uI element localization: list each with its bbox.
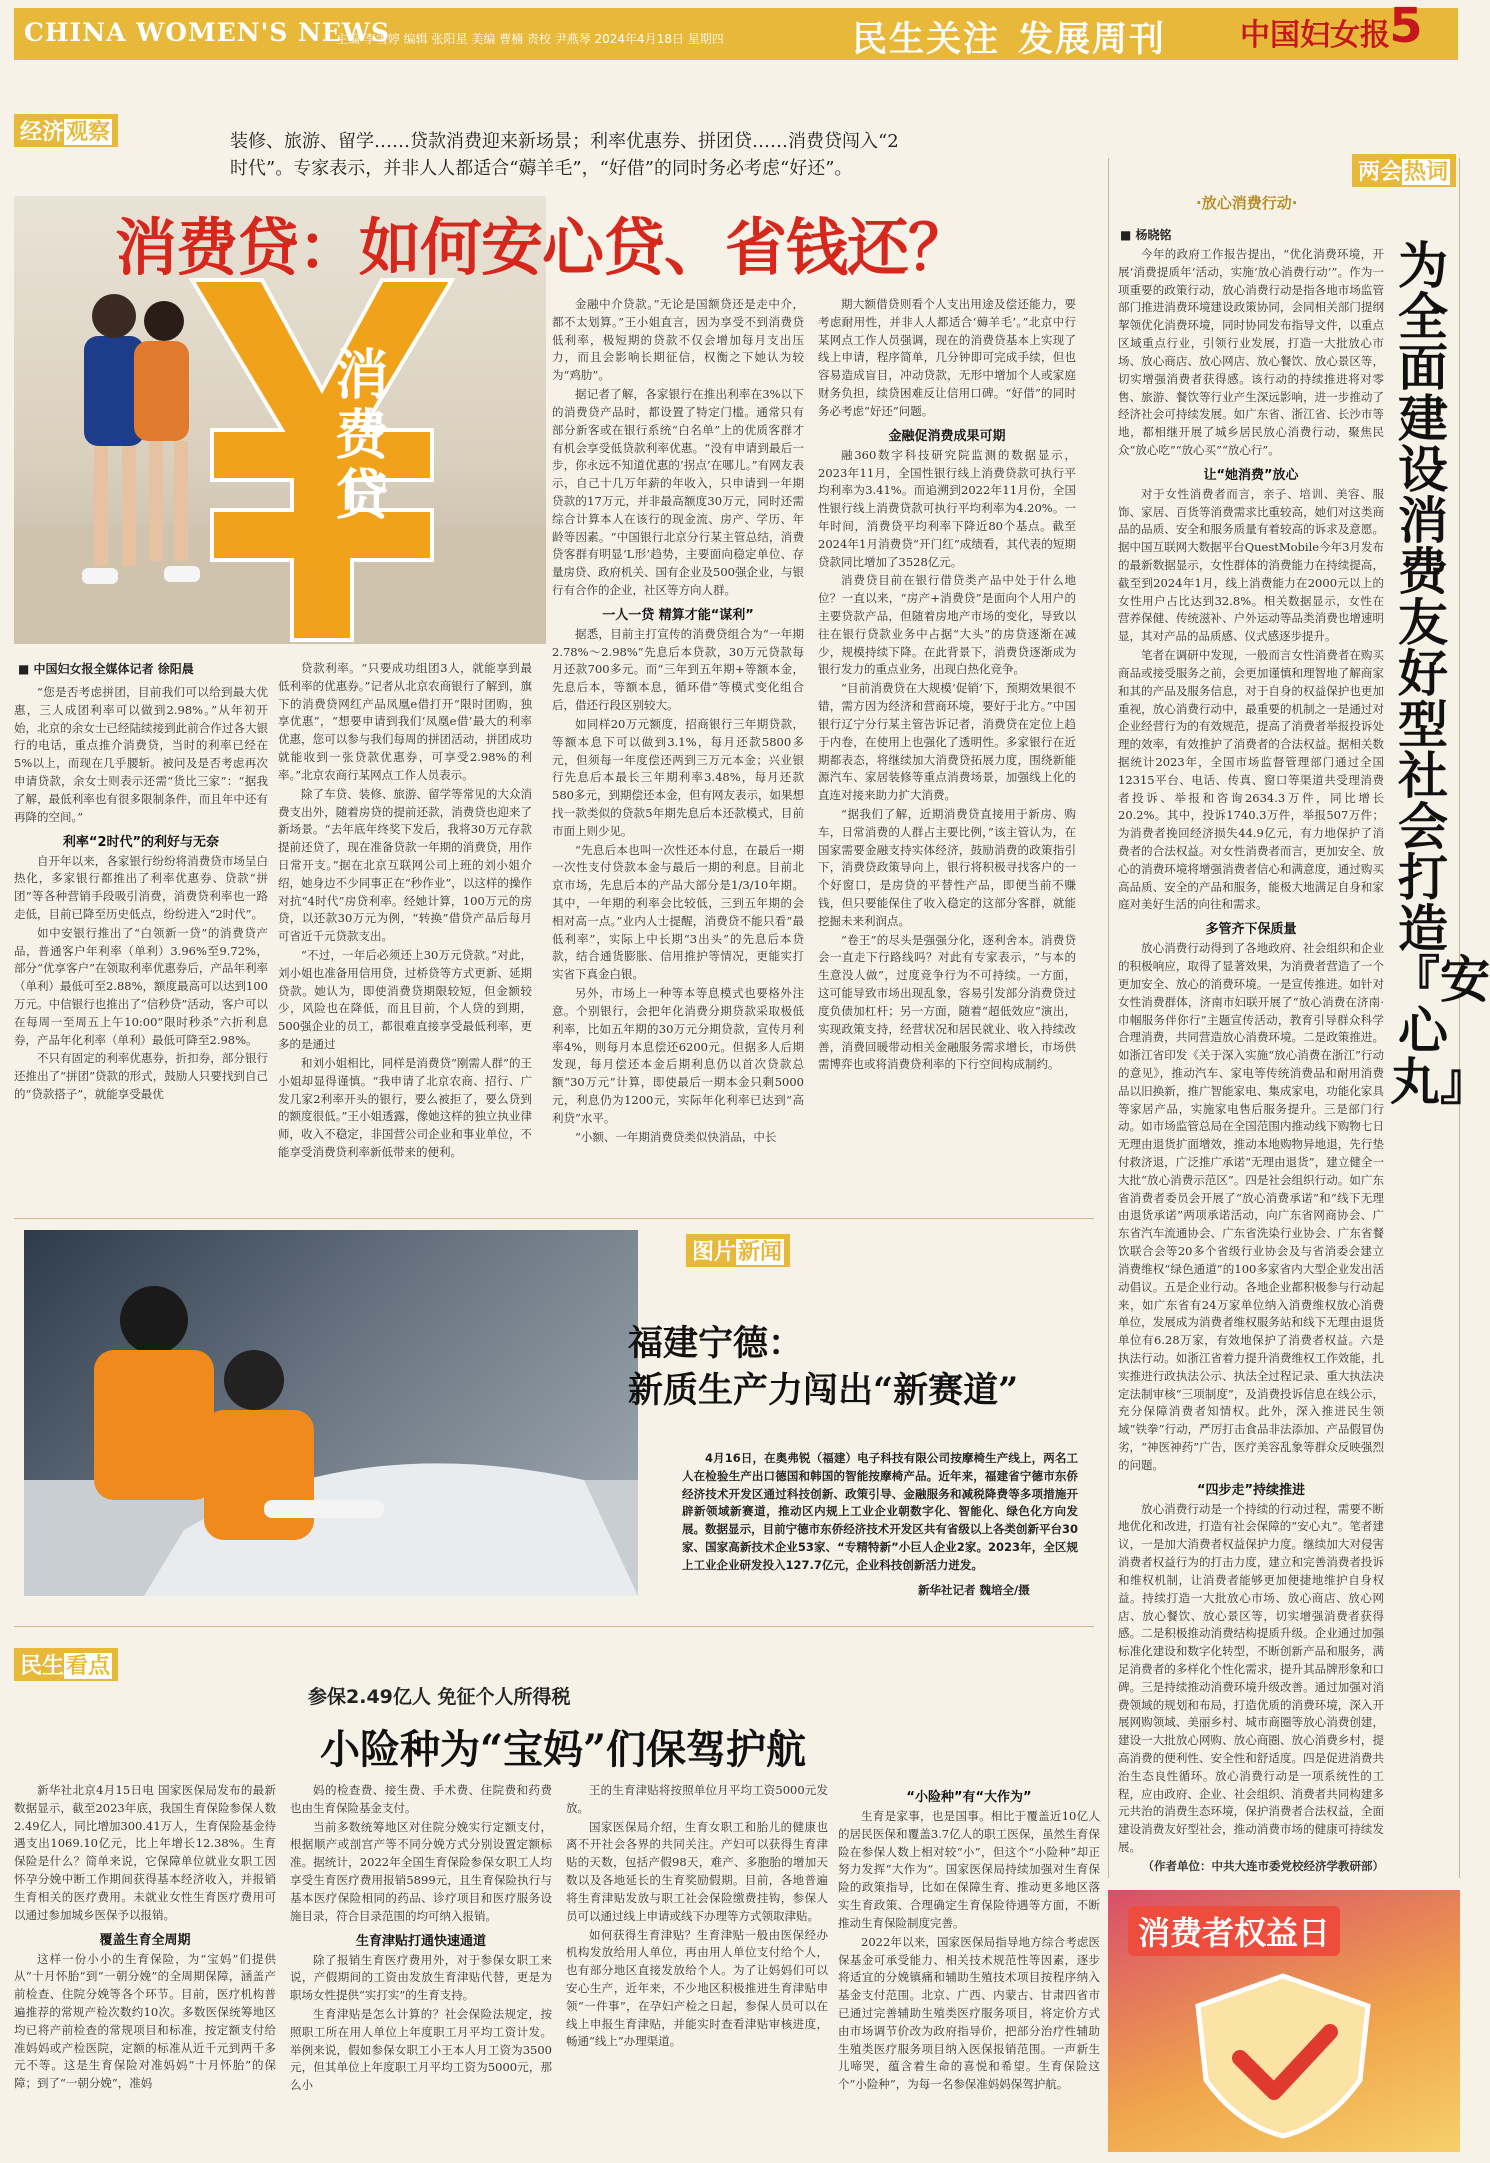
photo-caption: 4月16日，在奥弗锐（福建）电子科技有限公司按摩椅生产线上，两名工人在检验生产出口德国和韩国的智能按摩椅产品。近年来，福建省宁德市东侨经济技术开发区通过科技创新、政策引导、金融服务和减税降费等多项措施开辟新领域新赛道，推动区内规上工业企业朝数字化、智能化、绿色化方向发展。数据显示，目前宁德市东侨经济技术开发区共有省级以上各类创新平台30家、国家高新技术企业53家、“专精特新”小巨人企业2家。2023年，全区规上工业企业研发投入127.7亿元，企业科技创新活力迸发。 (682, 1451, 1078, 1572)
livelihood-column-3 (566, 1782, 828, 2158)
subheading: 利率“2时代”的利好与无奈 (62, 834, 220, 850)
paragraph: 除了报销生育医疗费用外，对于参保女职工来说，产假期间的工资由发放生育津贴代替，更是为职场女性提供“实打实”的生育支持。 (290, 1952, 552, 2003)
tag-sub: 观察 (66, 119, 111, 145)
right-vertical-title: 为全面建设消费友好型社会打造『安心丸』 (1390, 236, 1490, 1111)
tag-main: 图片 (692, 1239, 737, 1265)
photo-label: 消费贷 (326, 346, 390, 526)
econ-column-2 (278, 660, 532, 1214)
paragraph: 妈的检查费、接生费、手术费、住院费和药费也由生育保险基金支付。 (290, 1783, 552, 1815)
photo-news-tag (686, 1234, 790, 1267)
paragraph: 自开年以来，各家银行纷纷将消费贷市场呈白热化，多家银行都推出了利率优惠券、贷款“拼团”等各种营销手段吸引消费，消费贷利率也一路走低，目前已降至历史低点，纷纷进入“2时代”。 (14, 853, 268, 921)
paragraph: 生育是家事，也是国事。相比于覆盖近10亿人的居民医保和覆盖3.7亿人的职工医保，虽然生育保险在参保人数上相对较“小”，但这个“小险种”却正努力发挥“大作为”。国家医保局持续加强对生育保险的政策指导，比如在保障生育、推动更多地区落实生育政策、合理确定生育保险待遇等方面，不断推动生育保险制度完善。 (838, 1809, 1100, 1930)
paragraph: 融360数字科技研究院监测的数据显示，2023年11月，全国性银行线上消费贷款可执行平均利率为3.41%。而追溯到2022年11月份，全国性银行线上消费贷款可执行平均利率为4.20%。一年时间，消费贷平均利率下降近80个基点。截至2024年1月消费贷“开门红”成绩看，其代表的短期贷款同比增加了3528亿元。 (818, 447, 1076, 569)
paragraph: 这样一份小小的生育保险，为“宝妈”们提供从“十月怀胎”到“一朝分娩”的全周期保障，涵盖产前检查、住院分娩等各个环节。目前，医疗机构普遍推荐的常规产检次数约10次。多数医保统筹地区均已将产前检查的常规项目和标准，按定额支付给准妈妈或产检医院，定额的标准从近千元到两千多元不等。这是生育保险对准妈妈“十月怀胎”的保障；到了“一朝分娩”，准妈 (14, 1951, 276, 2091)
ad-title: 消费者权益日 (1128, 1906, 1340, 1956)
econ-column-4 (818, 296, 1076, 1216)
tag-main: 两会 (1358, 159, 1403, 185)
right-kicker: ·放心消费行动· (1196, 194, 1298, 212)
headline-line: 新质生产力闯出“新赛道” (628, 1370, 1019, 1412)
paragraph: 据记者了解，各家银行在推出利率在3%以下的消费贷产品时，都设置了特定门槛。通常只有部分新客或在银行系统“白名单”上的优质客群才有机会享受低贷款利率优惠。“没有申请到最后一步，你永远不知道优惠的‘拐点’在哪儿。”有网友表示，自己十几万年薪的年收入，只申请到一年期贷款的17万元，并非最高额度30万元，同时还需综合计算本人在该行的现金流、房产、学历、年龄等因素。“中国银行北京分行某主管总结，消费贷客群有明显‘L形’趋势，主要面向稳定单位、存量房贷、政府机关、国有企业及500强企业，与银行有合作的企业，社区等方向人群。 (552, 387, 804, 597)
tag-sub: 看点 (66, 1653, 111, 1679)
livelihood-column-1 (14, 1782, 276, 2158)
two-sessions-tag (1352, 154, 1456, 187)
subheading: 一人一贷 精算才能“谋利” (602, 607, 754, 623)
paragraph: “您是否考虑拼团，目前我们可以给到最大优惠，三人成团利率可以做到2.98%。”从年初开始，北京的余女士已经陆续接到此前合作过各大银行的电话，重点推介消费贷，当时的利率已经在5%以上，而现在几乎腰斩。被问及是否考虑再次申请贷款，余女士则表示还需“货比三家”：“据我了解，最低利率也有很多限制条件，而且年中还有再降的空间。” (14, 685, 268, 824)
econ-column-3 (552, 296, 804, 1216)
paragraph: “据我们了解，近期消费贷直接用于新房、购车，日常消费的人群占主要比例，”该主管认为，在国家需要金融支持实体经济，鼓励消费的政策指引下，消费贷政策导向上，银行将积极寻找客户的一个好窗口，是房贷的平替性产品，即便当前不赚钱，但只要能保住了收入稳定的这部分客群，就能挖掘未来利润点。 (818, 806, 1076, 928)
paragraph: “小额、一年期消费贷类似快消品，中长 (575, 1129, 777, 1144)
consumer-rights-day-graphic (1108, 1890, 1460, 2152)
paragraph: 对于女性消费者而言，亲子、培训、美容、服饰、家居、百货等消费需求比重较高，她们对这类商品的品质、安全和服务质量有着较高的诉求及意愿。据中国互联网大数据平台QuestMobile今年3月发布的最新数据显示，女性群体的消费能力在持续提高，截至到2024年1月，线上消费能力在2000元以上的女性用户占比达到32.8%。相关数据显示，女性在营养保健、传统滋补、户外运动等品类消费也增速明显，其对产品的品质感、仪式感逐步提升。 (1118, 486, 1384, 644)
author-note: （作者单位：中共大连市委党校经济学教研部） (1142, 1858, 1384, 1873)
subheading: 多管齐下保质量 (1205, 922, 1297, 938)
tag-sub: 热词 (1404, 159, 1449, 185)
photo-news-headline (628, 1320, 1018, 1415)
paragraph: “先息后本也叫一次性还本付息，在最后一期一次性支付贷款本金与最后一期的利息。目前北京市场，先息后本的产品大部分是1/3/10年期。其中，一年期的利率会比较低，三到五年期的会相对高一点。”业内人士提醒，消费贷不能只看“最低利率”，实际上中长期“3出头”的先息后本贷款，结合通货膨胀、信用推护等情况，更能实打实省下真金白银。 (552, 842, 804, 982)
paragraph: “目前消费贷在大规模‘促销’下，预期效果很不错，需方因为经济和营商环境，要好于北方。”中国银行辽宁分行某主管告诉记者，消费贷在定位上趋于内卷，在使用上也强化了透明性。多家银行在近期都表态，将继续加大消费贷拓展力度，围绕新能源汽车、家居装修等重点消费场景，加强线上化的直连对接来助力扩大消费。 (818, 681, 1076, 803)
paragraph: 放心消费行动得到了各地政府、社会组织和企业的积极响应，取得了显著效果，为消费者营造了一个更加安全、放心的消费环境。一是宣传推进。如针对女性消费群体，济南市妇联开展了“放心消费在济南·巾帼服务伴你行”主题宣传活动，教育引导群众科学合理消费，共同营造放心消费环境。二是政策推进。如浙江省印发《关于深入实施“放心消费在浙江”行动的意见》，推动汽车、家电等传统消费品和耐用消费品以旧换新，推广智能家电、集成家电，功能化家具等家居产品，实施家电售后服务提升。三是部门行动。如市场监管总局在全国范围内推动线下购物七日无理由退货扩面增效，推动本地购物异地退，先行垫付救济退，广泛推广承诺“无理由退货”，建立健全一大批“放心消费示范区”。四是社会组织行动。如广东省消费者委员会开展了“放心消费承诺”和“线下无理由退货承诺”两项承诺活动，向广东省网商协会、广东省汽车流通协会、广东省洗染行业协会、广东省餐饮联合会等20多个省级行业协会及与省消委会建立消费维权“绿色通道”的100多家省内大型企业发出活动倡议。五是企业行动。各地企业都积极参与行动起来，如广东省有24万家单位纳入消费维权放心消费单位，发展成为消费者维权服务站和线下无理由退货单位有6.28万家，有效地保护了消费者权益。六是执法行动。如浙江省着力提升消费维权工作效能，扎实推进行政执法公示、执法全过程记录、重大执法决定法制审核“三项制度”，及消费投诉信息在线公示，充分保障消费者知情权。此外，深入推进民生领域“铁拳”行动，严厉打击食品非法添加、产品假冒伪劣，“神医神药”广告，医疗美容乱象等群众反映强烈的问题。 (1118, 941, 1384, 1472)
subheading: 金融促消费成果可期 (888, 428, 1006, 444)
paragraph: 金融中介贷款。”无论是国额贷还是走中介，都不太划算。”王小姐直言，因为享受不到消费贷低利率，极短期的贷款不仅会增加每月支出压力，而且会影响长期征信，权衡之下她认为较为“鸡肋”。 (552, 297, 804, 383)
divider (14, 1218, 1094, 1219)
paragraph: “卷王”的尽头是强强分化，逐利舍本。消费贷会一直走下行路线吗？对此有专家表示，“与本的生意没人做”，过度竞争行为不可持续。一方面，这可能导致市场出现乱象，容易引发部分消费贷过度负债加杠杆；另一方面，随着“超低效应”演出，实现政策支持，经营状况和居民就业、收入持续改善，消费回暖带动相关金融服务需求增长，市场供需博弈也或将消费贷利率的下行空间构成制约。 (818, 932, 1076, 1072)
livelihood-tag (14, 1648, 118, 1681)
paragraph: 如何获得生育津贴？生育津贴一般由医保经办机构发放给用人单位，再由用人单位支付给个人，也有部分地区直接发放给个人。为了让妈妈们可以安心生产，近年来，不少地区积极推进生育津贴申领“一件事”，在孕妇产检之日起，参保人员可以在线上申报生育津贴，并能实时查看津贴审核进度，畅通“线上”办理渠道。 (566, 1927, 828, 2049)
paragraph: 当前多数统筹地区对住院分娩实行定额支付，根据顺产或剖宫产等不同分娩方式分别设置定额标准。据统计，2022年全国生育保险参保女职工人均享受生育医疗费用报销5899元，且生育保险执行与基本医疗保险相同的药品、诊疗项目和医疗服务设施目录，符合目录范围的均可纳入报销。 (290, 1819, 552, 1923)
paragraph: “不过，一年后必须还上30万元贷款。”对此，刘小姐也准备用信用贷，过桥贷等方式更新、延期贷款。她认为，即使消费贷期限较短，但金额较少，风险也在降低，而且目前，个人贷的到期，500强企业的员工，都很难直接享受最低利率，更多的是通过 (278, 948, 532, 1052)
paragraph: 今年的政府工作报告提出，“优化消费环境，开展‘消费提质年’活动，实施‘放心消费行动’”。作为一项重要的政策行动，放心消费行动是指各地市场监管部门推进消费环境建设政策协同，会同相关部门提纲挈领优化消费环境，同时协同发布指导文件，以重点区域重点行业，引领行业发展，打造一大批放心市场、放心商店、放心网店、放心餐饮、放心景区等，切实增强消费者获得感。该行动的持续推进将对零售、旅游、餐饮等行业产生深远影响，进一步推动了经济社会可持续发展。如广东省、浙江省、长沙市等地，都相继开展了城乡居民放心消费行动，聚焦民众“放心吃”“放心买”“放心行”。 (1118, 247, 1384, 457)
photo-credit: 新华社记者 魏培全/摄 (918, 1583, 1030, 1597)
econ-byline: ■ 中国妇女报全媒体记者 徐阳晨 (18, 662, 194, 676)
paragraph: 2022年以来，国家医保局指导地方综合考虑医保基金可承受能力、相关技术规范性等因素，逐步将适宜的分娩镇痛和辅助生殖技术项目按程序纳入基金支付范围。北京、广西、内蒙古、甘肃四省市已通过完善辅助生殖类医疗服务项目，将定价方式由市场调节价改为政府指导价，把部分治疗性辅助生殖类医疗服务项目纳入医保报销范围。一声新生儿啼哭，蕴含着生命的喜悦和希望。生育保险这个“小险种”，为每一名参保准妈妈保驾护航。 (838, 1934, 1100, 2092)
tag-main: 民生 (20, 1653, 65, 1679)
econ-column-1 (14, 684, 268, 1214)
lead-text: 装修、旅游、留学……贷款消费迎来新场景；利率优惠券、拼团贷……消费贷闯入“2时代”。专家表示，并非人人都适合“薅羊毛”，“好借”的同时务必考虑“好还”。 (230, 131, 899, 179)
shield-check-icon (1178, 1970, 1388, 2140)
subheading: “四步走”持续推进 (1196, 1482, 1306, 1498)
livelihood-kicker: 参保2.49亿人 免征个人所得税 (308, 1686, 571, 1708)
paragraph: 国家医保局介绍，生育女职工和胎儿的健康也离不开社会各界的共同关注。产妇可以获得生育津贴的天数，包括产假98天，难产、多胞胎的增加天数以及各地延长的生育奖励假期。目前，各地普遍将生育津贴发放与职工社会保险缴费挂钩，参保人员可以通过线上申请或线下办理等方式领取津贴。 (566, 1819, 828, 1923)
paragraph: 新华社北京4月15日电 国家医保局发布的最新数据显示，截至2023年底，我国生育保险参保人数2.49亿人，同比增加300.41万人，生育保险基金待遇支出1069.10亿元，比上年增长12.38%。生育保险是什么？简单来说，它保障单位就业女职工因怀孕分娩中断工作期间获得基本经济收入，并报销生育相关的医疗费用。未就业女性生育医疗费用可以通过参加城乡医保予以报销。 (14, 1783, 276, 1922)
main-headline: 消费贷：如何安心贷、省钱还？ (115, 211, 970, 284)
paragraph: 据悉，目前主打宣传的消费贷组合为“一年期2.78%～2.98%”先息后本贷款，30万元贷款每月还款700多元。而“三年到五年期+等额本金，先息后本，等额本息，循环借”等模式变化组合后，借还行段区别较大。 (552, 626, 804, 713)
paragraph: 如中安银行推出了“白领新一贷”的消费贷产品，普通客户年利率（单利）3.96%至9.72%，部分“优享客户”在领取利率优惠券后，产品年利率（单利）最低可至2.88%，额度最高可以达到100万元。中信银行也推出了“信秒贷”活动，客户可以在每周一至周五上午10:00“限时秒杀”六折利息券，产品年化利率（单利）最低可降至2.98%。 (14, 925, 268, 1047)
econ-section-tag (14, 114, 118, 147)
paragraph: 期大额借贷则看个人支出用途及偿还能力，要考虑耐用性，并非人人都适合‘薅羊毛’。”北京中行某网点工作人员强调，现在的消费贷基本上实现了线上申请，程序简单，几分钟即可完成手续，但也容易造成盲目，冲动贷款，无形中增加个人或家庭财务负担，续贷困难反让信用口碑。“好借”的同时务必考虑“好还”问题。 (818, 297, 1076, 418)
paragraph: 王的生育津贴将按照单位月平均工资5000元发放。 (566, 1783, 828, 1815)
paragraph: 消费贷目前在银行借贷类产品中处于什么地位？一直以来，“房产+消费贷”是面向个人用户的主要贷款产品，但随着房地产市场的变化，导致以往在银行贷款业务中占据“大头”的房贷逐渐在减少，规模持续下降。在此背景下，消费贷逐渐成为银行发力的重点业务，出现白热化竞争。 (818, 573, 1076, 677)
headline-line: 福建宁德： (628, 1323, 804, 1364)
tag-sub: 新闻 (738, 1239, 783, 1265)
right-column-text (1118, 246, 1384, 1873)
paragraph: 如同样20万元额度，招商银行三年期贷款，等额本息下可以做到3.1%，每月还款5800多元，但须每一年度偿还两到三万元本金；兴业银行先息后本最长三年期利率3.48%，每月还款580多元，到期偿还本金，但有网友表示，如果想找一款类似的贷款5年期先息后本还款模式，目前市面上则少见。 (552, 716, 804, 838)
newspaper-logo: 中国妇女报 (1240, 18, 1390, 53)
section-livelihood: 民生关注 (852, 19, 1001, 60)
subheading: 覆盖生育全周期 (99, 1932, 191, 1948)
section-development-weekly: 发展周刊 (1018, 19, 1167, 60)
paragraph: 和刘小姐相比，同样是消费贷“刚需人群”的王小姐却显得谨慎。“我申请了北京农商、招行、广发几家2利率开头的银行，要么被拒了，要么贷到的额度很低。”王小姐透露，像她这样的独立执业律师，收入不稳定，非国营公司企业和事业单位，不能享受消费贷利率新低带来的便利。 (278, 1055, 532, 1159)
paragraph: 笔者在调研中发现，一般而言女性消费者在购买商品或接受服务之前，会更加谨慎和理智地了解商家和其的产品及服务信息，对于自身的权益保护也更加重视，放心消费行动中，最重要的机制之一是通过对企业经营行为的有效规范，提高了消费者举报投诉处理的效率，有效推护了消费者的合法权益。据相关数据统计2023年，全国市场监督管理部门通过全国12315平台、电话、传真、窗口等渠道共受理消费者投诉、举报和咨询2634.3万件，同比增长20.2%。其中，投诉1740.3万件，举报507万件；为消费者挽回经济损失44.9亿元，有力地保护了消费者的合法权益。对女性消费者而言，更加安全、放心的消费环境将增强消费者信心和满意度，通过购买高品质、安全的产品和服务，能极大地满足自身和家庭对美好生活的向往和需求。 (1118, 648, 1384, 912)
tag-main: 经济 (20, 119, 65, 145)
subheading: “小险种”有“大作为” (906, 1790, 1032, 1805)
masthead-meta: 主编 李雪婷 编辑 张阳星 美编 曹楠 责校 尹燕琴 2024年4月18日 星期四 (336, 32, 724, 46)
divider (14, 1626, 1094, 1627)
paragraph: 另外，市场上一种等本等息模式也要格外注意。个别银行，会把年化消费分期贷款采取极低利率，比如五年期的30万元分期贷款，宣传月利率4%，则每月本息偿还6200元。但据多人后期发现，每月偿还本金后期利息仍以首次贷款总额“30万元”计算，即使最后一期本金只剩5000元，利息仍为1200元，实际年化利率已达到“高利贷”水平。 (552, 986, 804, 1125)
paragraph: 放心消费行动是一个持续的行动过程，需要不断地优化和改进，打造有社会保障的“安心丸”。笔者建议，一是加大消费者权益保护力度。继续加大对侵害消费者权益行为的打击力度，建立和完善消费者投诉和维权机制，让消费者能够更加便捷地维护自身权益。持续打造一大批放心市场、放心商店、放心网店、放心餐饮、放心景区等，切实增强消费者获得感。二是积极推动消费结构提质升级。企业通过加强标准化建设和数字化转型，不断创新产品和服务，满足消费者的多样化个性化需求，提升其品牌形象和口碑。三是持续推动消费环境升级改善。通过加强对消费领域的规划和布局，打造优质的消费环境，深入开展网购领域、美丽乡村、城市商圈等放心消费创建，建设一大批放心网购、放心商圈、放心消费乡村，提高消费的便利性、安全性和舒适度。四是促进消费共治生态良性循环。放心消费行动是一项系统性的工程，应由政府、企业、社会组织、消费者共同构建多元共治的消费生态环境，保护消费者合法权益，全面建设消费友好型社会，推动消费市场的健康可持续发展。 (1118, 1501, 1384, 1855)
paragraph: 生育津贴是怎么计算的？社会保险法规定，按照职工所在用人单位上年度职工月平均工资计发。举例来说，假如参保女职工小王本人月工资为3500元，但其单位上年度职工月平均工资为5000元，那么小 (290, 2006, 552, 2093)
livelihood-column-2 (290, 1782, 552, 2158)
paragraph: 贷款利率。“只要成功组团3人，就能享到最低利率的优惠券。”记者从北京农商银行了解到，旗下的消费贷网红产品凤凰e借打开“限时团购，独享优惠”，“想要申请到我们‘凤凰e借’最大的利率优惠，您可以参与我们每周的拼团活动，拼团成功就能收到一张贷款优惠券，可享受2.98%的利率。”北京农商行某网点工作人员表示。 (278, 661, 532, 782)
page-number: 5 (1389, 0, 1423, 54)
paragraph: 不只有固定的利率优惠券，折扣券，部分银行还推出了“拼团”贷款的形式，鼓励人只要找到自己的“贷款搭子”，就能享受最优 (14, 1051, 268, 1102)
livelihood-column-4 (838, 1782, 1100, 2158)
massage-chair-factory-photo (24, 1230, 638, 1596)
photo-illustration (24, 1230, 638, 1596)
subheading: 让“她消费”放心 (1203, 467, 1299, 483)
livelihood-headline: 小险种为“宝妈”们保驾护航 (320, 1726, 807, 1773)
english-title: CHINA WOMEN'S NEWS (24, 18, 391, 47)
paragraph: 除了车贷、装修、旅游、留学等常见的大众消费支出外，随着房贷的提前还款，消费贷也迎来了新场景。“去年底年终奖下发后，我将30万元存款提前还贷了，现在准备贷款一年期的消费贷，用作日常开支。”据在北京互联网公司上班的刘小姐介绍，她身边不少同事正在“秒作业”，以这样的操作对抗“4时代”房贷利率。经她计算，100万元的房贷，以还款30万元为例，“转换”借贷产品后每月可省近千元贷款支出。 (278, 786, 532, 944)
right-byline: ■ 杨晓铭 (1120, 228, 1172, 242)
subheading: 生育津贴打通快速通道 (355, 1933, 486, 1949)
